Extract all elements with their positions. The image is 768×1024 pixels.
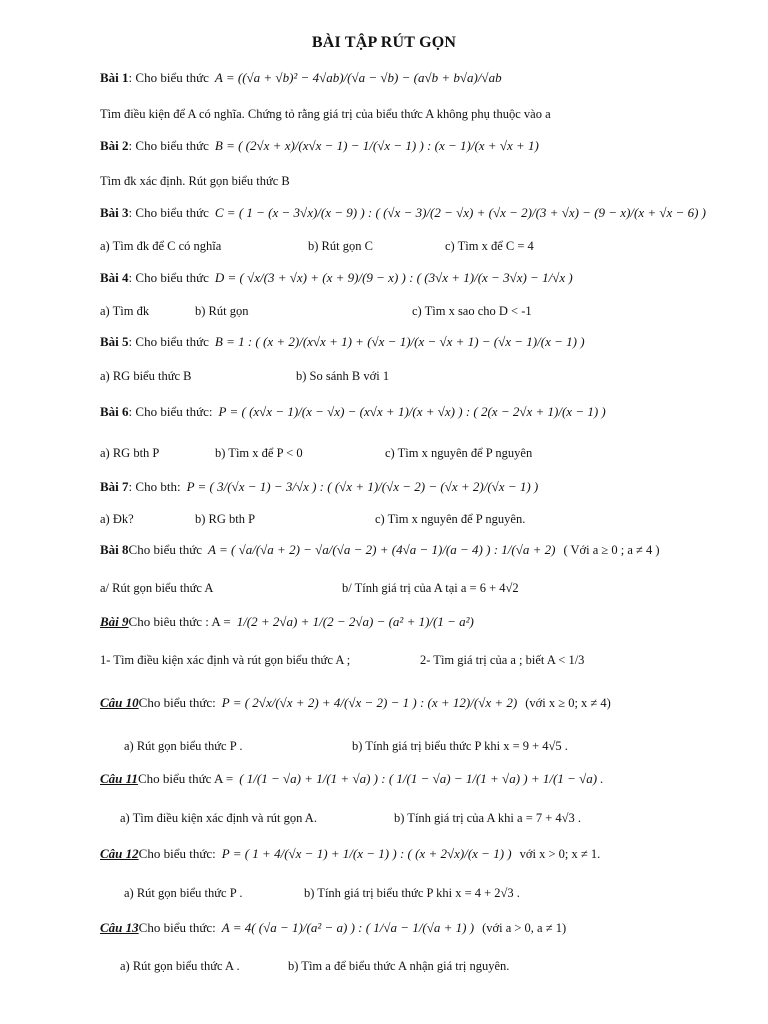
problem-1-label: Bài 1 — [100, 70, 129, 85]
problem-10-condition: (với x ≥ 0; x ≠ 4) — [525, 696, 611, 710]
problem-5-label: Bài 5 — [100, 334, 129, 349]
problem-3-expression: C = ( 1 − (x − 3√x)/(x − 9) ) : ( (√x − 3)/(2 − √x) + (√x − 2)/(3 + √x) − (9 − x)/(x + √x − 6) ) — [214, 205, 706, 220]
problem-5-part-b: b) So sánh B với 1 — [296, 369, 390, 383]
problem-4-part-b: b) Rút gọn — [195, 304, 249, 318]
problem-6-expression: P = ( (x√x − 1)/(x − √x) − (x√x + 1)/(x + √x) ) : ( 2(x − 2√x + 1)/(x − 1) ) — [218, 404, 606, 419]
problem-9-expression: 1/(2 + 2√a) + 1/(2 − 2√a) − (a² + 1)/(1 − a²) — [236, 614, 474, 629]
problem-1-intro: : Cho biểu thức — [128, 70, 209, 85]
problem-10-intro: Cho biểu thức: — [138, 695, 216, 710]
problem-13-condition: (với a > 0, a ≠ 1) — [482, 921, 567, 935]
problem-8-intro: Cho biểu thức — [128, 542, 203, 557]
problem-3-statement — [100, 205, 748, 221]
problem-7-part-b: b) RG bth P — [195, 512, 256, 526]
problem-3-part-c: c) Tìm x để C = 4 — [445, 239, 534, 253]
problem-8-expression: A = ( √a/(√a + 2) − √a/(√a − 2) + (4√a − 1)/(a − 4) ) : 1/(√a + 2) — [208, 542, 556, 557]
problem-6-label: Bài 6 — [100, 404, 129, 419]
problem-4-statement — [100, 270, 748, 286]
problem-10-part-b: b) Tính giá trị biểu thức P khi x = 9 + 4√5 . — [352, 739, 568, 753]
problem-12-part-a: a) Rút gọn biểu thức P . — [124, 886, 243, 900]
problem-13-expression: A = 4( (√a − 1)/(a² − a) ) : ( 1/√a − 1/(√a + 1) ) — [221, 920, 475, 935]
problem-11-intro: Cho biểu thức A = — [137, 771, 234, 786]
problem-9-part-1: 1- Tìm điều kiện xác định và rút gọn biểu thức A ; — [100, 653, 351, 667]
problem-4-part-c: c) Tìm x sao cho D < -1 — [412, 304, 532, 318]
problem-12-intro: Cho biểu thức: — [138, 846, 216, 861]
problem-2-statement — [100, 138, 748, 154]
problem-8-part-a: a/ Rút gọn biểu thức A — [100, 581, 214, 595]
problem-3-intro: : Cho biểu thức — [128, 205, 209, 220]
problem-6-part-b: b) Tìm x để P < 0 — [215, 446, 303, 460]
problem-2-intro: : Cho biểu thức — [128, 138, 209, 153]
problem-1-expression: A = ((√a + √b)² − 4√ab)/(√a − √b) − (a√b + b√a)/√ab — [214, 70, 502, 85]
problem-13-label: Câu 13 — [100, 920, 139, 935]
problem-10-expression: P = ( 2√x/(√x + 2) + 4/(√x − 2) − 1 ) : (x + 12)/(√x + 2) — [221, 695, 518, 710]
problem-7-intro: : Cho bth: — [128, 479, 181, 494]
problem-9-label: Bài 9 — [100, 614, 129, 629]
problem-5-statement — [100, 334, 748, 350]
problem-12-expression: P = ( 1 + 4/(√x − 1) + 1/(x − 1) ) : ( (x + 2√x)/(x − 1) ) — [221, 846, 512, 861]
problem-4-part-a: a) Tìm đk — [100, 304, 150, 318]
problem-10-statement — [100, 695, 748, 711]
problem-7-label: Bài 7 — [100, 479, 129, 494]
problem-6-part-c: c) Tìm x nguyên để P nguyên — [385, 446, 533, 460]
problem-7-part-a: a) Đk? — [100, 512, 134, 526]
problem-13-statement — [100, 920, 748, 936]
problem-9-intro: Cho biêu thức : A = — [128, 614, 231, 629]
problem-4-label: Bài 4 — [100, 270, 129, 285]
problem-8-label: Bài 8 — [100, 542, 129, 557]
problem-11-part-a: a) Tìm điều kiện xác định và rút gọn A. — [120, 811, 317, 825]
problem-1-part-1: Tìm điều kiện để A có nghĩa. Chứng tỏ rằng giá trị của biểu thức A không phụ thuộc vào a — [100, 107, 551, 121]
problem-12-condition: với x > 0; x ≠ 1. — [519, 847, 601, 861]
problem-11-expression: ( 1/(1 − √a) + 1/(1 + √a) ) : ( 1/(1 − √a) − 1/(1 + √a) ) + 1/(1 − √a) . — [239, 771, 604, 786]
problem-8-condition: ( Với a ≥ 0 ; a ≠ 4 ) — [563, 543, 660, 557]
problem-10-label: Câu 10 — [100, 695, 139, 710]
problem-1-statement — [100, 70, 748, 86]
problem-4-intro: : Cho biểu thức — [128, 270, 209, 285]
problem-7-statement — [100, 479, 748, 495]
problem-2-part-1: Tìm đk xác định. Rút gọn biểu thức B — [100, 174, 290, 188]
problem-13-intro: Cho biểu thức: — [138, 920, 216, 935]
problem-5-intro: : Cho biểu thức — [128, 334, 209, 349]
problem-5-part-a: a) RG biểu thức B — [100, 369, 192, 383]
problem-13-part-b: b) Tìm a để biểu thức A nhận giá trị nguyên. — [288, 959, 510, 973]
problem-11-part-b: b) Tính giá trị của A khi a = 7 + 4√3 . — [394, 811, 582, 825]
problem-6-intro: : Cho biểu thức: — [128, 404, 213, 419]
problem-2-expression: B = ( (2√x + x)/(x√x − 1) − 1/(√x − 1) ) : (x − 1)/(x + √x + 1) — [214, 138, 539, 153]
problem-6-part-a: a) RG bth P — [100, 446, 160, 460]
problem-8-part-b: b/ Tính giá trị của A tại a = 6 + 4√2 — [342, 581, 519, 595]
problem-2-label: Bài 2 — [100, 138, 129, 153]
problem-12-part-b: b) Tính giá trị biểu thức P khi x = 4 + 2√3 . — [304, 886, 520, 900]
problem-3-label: Bài 3 — [100, 205, 129, 220]
problem-13-part-a: a) Rút gọn biểu thức A . — [120, 959, 240, 973]
problem-9-statement — [100, 614, 748, 630]
page-title: BÀI TẬP RÚT GỌN — [311, 34, 457, 51]
problem-3-part-b: b) Rút gọn C — [308, 239, 373, 253]
problem-7-part-c: c) Tìm x nguyên để P nguyên. — [375, 512, 526, 526]
problem-11-label: Câu 11 — [100, 771, 138, 786]
problem-10-part-a: a) Rút gọn biểu thức P . — [124, 739, 243, 753]
problem-3-part-a: a) Tìm đk để C có nghĩa — [100, 239, 222, 253]
problem-12-statement — [100, 846, 748, 862]
problem-12-label: Câu 12 — [100, 846, 139, 861]
problem-9-part-2: 2- Tìm giá trị của a ; biết A < 1/3 — [420, 653, 585, 667]
problem-6-statement — [100, 404, 748, 420]
problem-4-expression: D = ( √x/(3 + √x) + (x + 9)/(9 − x) ) : ( (3√x + 1)/(x − 3√x) − 1/√x ) — [214, 270, 573, 285]
problem-11-statement — [100, 771, 748, 787]
problem-5-expression: B = 1 : ( (x + 2)/(x√x + 1) + (√x − 1)/(x − √x + 1) − (√x − 1)/(x − 1) ) — [214, 334, 585, 349]
problem-7-expression: P = ( 3/(√x − 1) − 3/√x ) : ( (√x + 1)/(√x − 2) − (√x + 2)/(√x − 1) ) — [186, 479, 539, 494]
problem-8-statement — [100, 542, 748, 558]
